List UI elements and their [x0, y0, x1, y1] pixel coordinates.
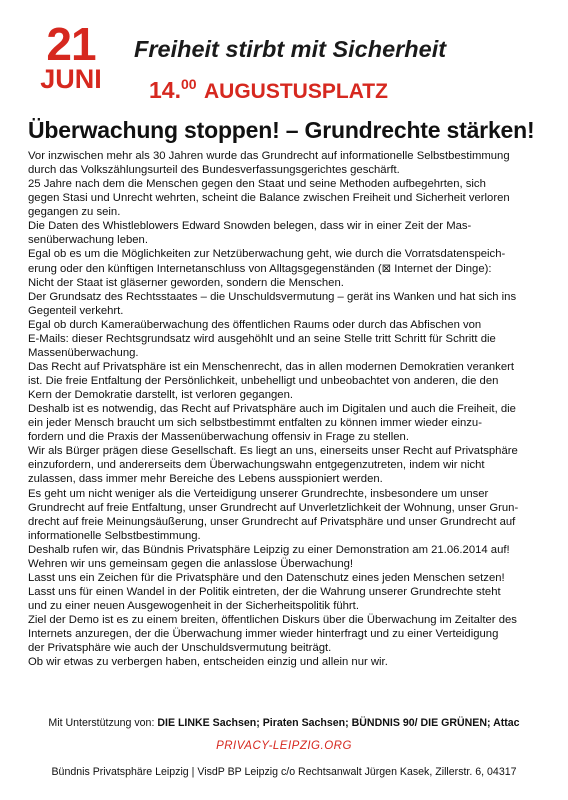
body-line: erung oder den künftigen Internetanschluss von Alltagsgegenständen (⊠ Internet der Dinge): — [28, 262, 492, 275]
body-line: Das Recht auf Privatsphäre ist ein Menschenrecht, das in allen modernen Demokratien verankert — [28, 360, 515, 373]
body-line: fordern und die Praxis der Massenüberwachung offensiv in Frage zu stellen. — [28, 431, 409, 444]
body-line: Der Grundsatz des Rechtsstaates – die Unschuldsvermutung – gerät ins Wanken und hat sich ins — [28, 290, 517, 303]
body-line: Wehren wir uns gemeinsam gegen die anlasslose Überwachung! — [28, 557, 354, 570]
website-link[interactable]: PRIVACY-LEIPZIG.ORG — [216, 740, 352, 752]
subheadline: Überwachung stoppen! – Grundrechte stärken! — [28, 117, 535, 143]
support-prefix: Mit Unterstützung von: — [48, 717, 158, 729]
body-line: senüberwachung leben. — [28, 234, 148, 247]
body-line: Gegenteil verkehrt. — [28, 304, 124, 317]
support-line — [0, 717, 568, 729]
body-line: Ziel der Demo ist es zu einem breiten, öffentlichen Diskurs über die Überwachung im Zeitalter des — [28, 614, 517, 627]
body-line: ein jeder Mensch braucht um sich selbstbestimmt entfalten zu können immer wieder einzu- — [28, 417, 482, 430]
body-line: und zu einer neuen Ausgewogenheit in der Sicherheitspolitik führt. — [28, 600, 359, 612]
body-line: Lasst uns ein Zeichen für die Privatsphäre und den Datenschutz eines jeden Menschen setzen! — [28, 571, 505, 584]
body-line: Es geht um nicht weniger als die Verteidigung unserer Grundrechte, insbesondere um unser — [28, 487, 489, 500]
body-line: Die Daten des Whistleblowers Edward Snowden belegen, dass wir in einer Zeit der Mas- — [28, 220, 472, 233]
body-line: der Privatsphäre wie auch der Unschuldsvermutung beiträgt. — [28, 642, 332, 655]
body-line: Egal ob es um die Möglichkeiten zur Netzüberwachung geht, wie durch die Vorratsdatenspeich- — [28, 248, 506, 261]
support-orgs: DIE LINKE Sachsen; Piraten Sachsen; BÜNDNIS 90/ DIE GRÜNEN; Attac — [157, 717, 520, 729]
body-line: Grundrecht auf freie Entfaltung, unser Grundrecht auf Unverletzlichkeit der Wohnung, unser Grun- — [28, 501, 519, 514]
body-line: zulassen, dass immer mehr Bereiche des Lebens ausspioniert werden. — [28, 473, 383, 486]
event-time-place — [149, 76, 388, 104]
body-line: Egal ob durch Kameraüberwachung des öffentlichen Raums oder durch das Abfischen von — [28, 318, 482, 331]
body-line: durch das Volkszählungsurteil des Bundesverfassungsgerichtes geschärft. — [28, 164, 400, 177]
body-line: Nicht der Staat ist gläserner geworden, sondern die Menschen. — [28, 276, 344, 289]
event-day: 21 — [46, 18, 96, 70]
body-line: ist. Die freie Entfaltung der Persönlichkeit, unbehelligt und unbeobachtet von anderen, die den — [28, 375, 499, 387]
body-line: 25 Jahre nach dem die Menschen gegen den Staat und seine Methoden aufbegehrten, sich — [28, 178, 486, 191]
event-time-minutes: 00 — [180, 76, 197, 92]
body-line: Lasst uns für einen Wandel in der Politik eintreten, der die Wahrung unserer Grundrechte steht — [28, 585, 501, 598]
body-line: Kern der Demokratie darstellt, ist verloren gegangen. — [28, 389, 293, 402]
body-line: drecht auf freie Meinungsäußerung, unser Grundrecht auf Privatsphäre und unser Grundrecht auf — [28, 515, 516, 528]
body-line: gegen Stasi und Unrecht wehrten, scheint die Balance zwischen Freiheit und Sicherheit verloren — [28, 192, 510, 205]
event-time-hour: 14. — [149, 77, 181, 103]
body-line: einzufordern, und andererseits dem Überwachungswahn entgegenzutreten, indem wir nicht — [28, 459, 485, 472]
body-line: Deshalb ist es notwendig, das Recht auf Privatsphäre auch im Digitalen und auch die Freiheit, die — [28, 403, 516, 416]
headline: Freiheit stirbt mit Sicherheit — [134, 36, 447, 62]
body-line: Wir als Bürger prägen diese Gesellschaft. Es liegt an uns, einerseits unser Recht auf Privatsphäre — [28, 445, 518, 458]
body-line: gegangen zu sein. — [28, 206, 121, 219]
body-line: Massenüberwachung. — [28, 346, 139, 359]
body-line: Deshalb rufen wir, das Bündnis Privatsphäre Leipzig zu einer Demonstration am 21.06.2014 auf! — [28, 543, 510, 556]
imprint-footer: Bündnis Privatsphäre Leipzig | VisdP BP Leipzig c/o Rechtsanwalt Jürgen Kasek, Zillerstr. 6, 04317 — [51, 766, 517, 778]
body-line: informationelle Selbstbestimmung. — [28, 529, 201, 542]
body-line: Vor inzwischen mehr als 30 Jahren wurde das Grundrecht auf informationelle Selbstbestimmung — [28, 150, 510, 162]
body-line: Ob wir etwas zu verbergen haben, entscheiden einzig und allein nur wir. — [28, 656, 388, 669]
event-place: AUGUSTUSPLATZ — [204, 80, 388, 103]
body-text — [28, 149, 548, 669]
event-date — [34, 18, 108, 94]
body-line: Internets anzuregen, der die Überwachung immer wieder hinterfragt und zu einer Verteidigung — [28, 628, 499, 641]
body-line: E-Mails: dieser Rechtsgrundsatz wird ausgehöhlt und an seine Stelle tritt Schritt für Schritt die — [28, 332, 496, 345]
event-month: JUNI — [40, 64, 102, 94]
event-time — [149, 77, 197, 103]
